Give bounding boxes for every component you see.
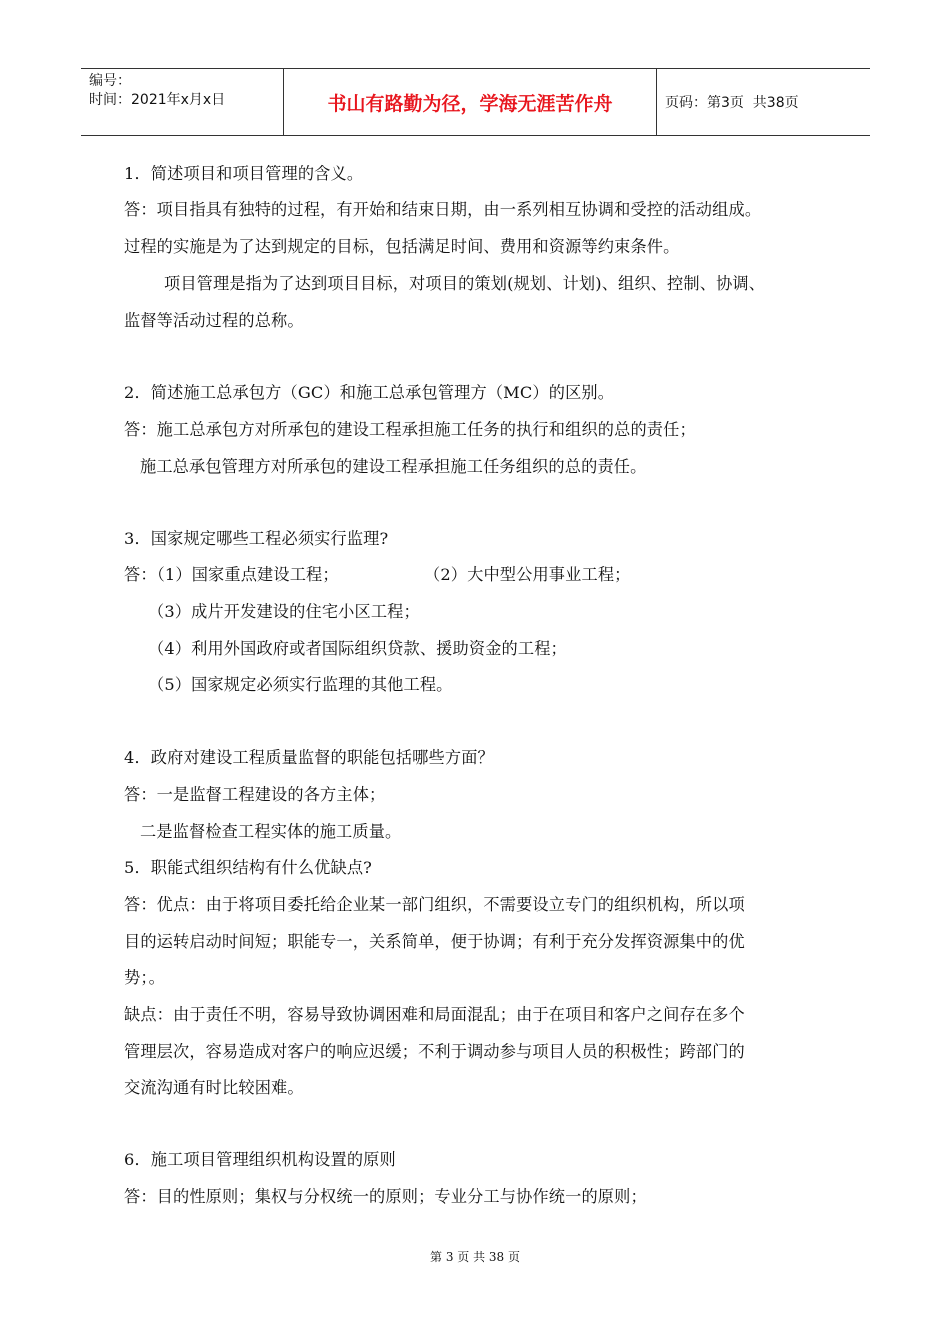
number-label: 编号：: [89, 73, 131, 89]
text-line: 2．简述施工总承包方（GC）和施工总承包管理方（MC）的区别。: [124, 383, 615, 402]
text-line: 5．职能式组织结构有什么优缺点?: [124, 858, 373, 877]
text-line: 答：项目指具有独特的过程，有开始和结束日期，由一系列相互协调和受控的活动组成。: [124, 200, 762, 219]
text-line: 施工总承包管理方对所承包的建设工程承担施工任务组织的总的责任。: [140, 457, 647, 476]
text-line: 监督等活动过程的总称。: [124, 311, 304, 330]
text-line: 答：施工总承包方对所承包的建设工程承担施工任务的执行和组织的总的责任；: [124, 420, 696, 439]
text-line: 势；。: [124, 968, 165, 987]
text-line: （2）大中型公用事业工程；: [424, 565, 631, 584]
header-left-cell: [81, 69, 283, 135]
text-line: 缺点：由于责任不明，容易导致协调困难和局面混乱；由于在项目和客户之间存在多个: [124, 1005, 745, 1024]
text-line: 答：（1）国家重点建设工程；: [124, 565, 339, 584]
text-line: 答：优点：由于将项目委托给企业某一部门组织，不需要设立专门的组织机构，所以项: [124, 895, 745, 914]
page-footer: 第 3 页 共 38 页: [430, 1250, 520, 1264]
text-line: 二是监督检查工程实体的施工质量。: [140, 822, 402, 841]
text-line: （4）利用外国政府或者国际组织贷款、援助资金的工程；: [148, 639, 567, 658]
page-label: 页码：第3页 共38页: [665, 95, 799, 111]
text-line: 项目管理是指为了达到项目目标，对项目的策划(规划、计划)、组织、控制、协调、: [164, 274, 766, 293]
header-right-cell: [657, 69, 870, 135]
text-line: 交流沟通有时比较困难。: [124, 1078, 304, 1097]
text-line: （3）成片开发建设的住宅小区工程；: [148, 602, 420, 621]
text-line: 目的运转启动时间短；职能专一，关系简单，便于协调；有利于充分发挥资源集中的优: [124, 932, 745, 951]
text-line: （5）国家规定必须实行监理的其他工程。: [148, 675, 453, 694]
text-line: 6．施工项目管理组织机构设置的原则: [124, 1150, 396, 1169]
text-line: 管理层次，容易造成对客户的响应迟缓；不利于调动参与项目人员的积极性；跨部门的: [124, 1042, 745, 1061]
text-line: 答：一是监督工程建设的各方主体；: [124, 785, 386, 804]
text-line: 1．简述项目和项目管理的含义。: [124, 164, 364, 183]
header-table: [81, 68, 870, 136]
text-line: 过程的实施是为了达到规定的目标，包括满足时间、费用和资源等约束条件。: [124, 237, 680, 256]
text-line: 答：目的性原则；集权与分权统一的原则；专业分工与协作统一的原则；: [124, 1187, 647, 1206]
date-label: 时间：2021年x月x日: [89, 92, 226, 108]
text-line: 4．政府对建设工程质量监督的职能包括哪些方面？: [124, 748, 494, 767]
motto: 书山有路勤为径，学海无涯苦作舟: [283, 69, 657, 135]
text-line: 3．国家规定哪些工程必须实行监理?: [124, 529, 389, 548]
